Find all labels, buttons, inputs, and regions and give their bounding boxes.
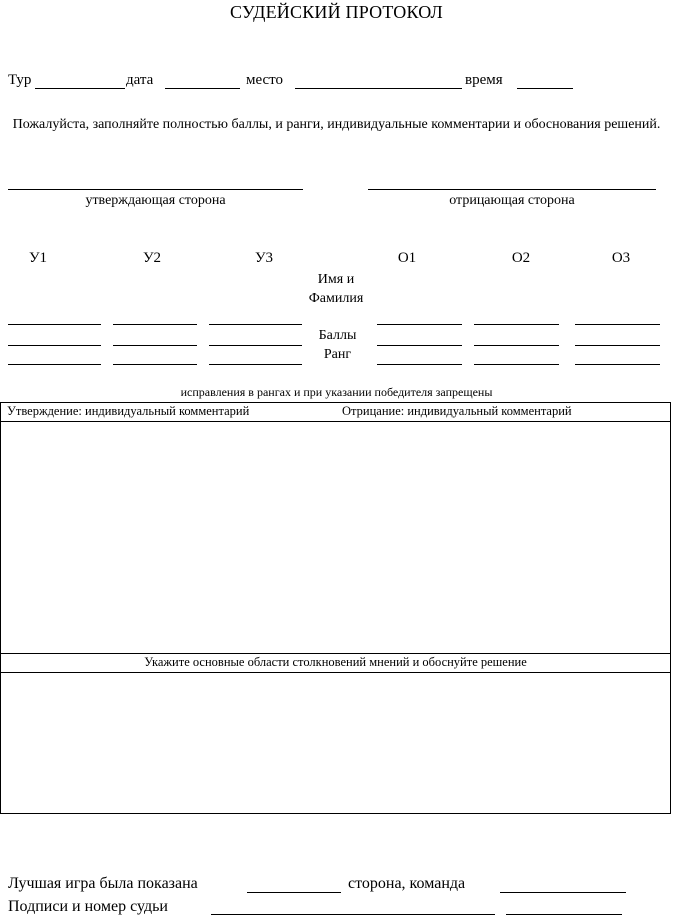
best-play-label: Лучшая игра была показана xyxy=(8,875,198,892)
date-field[interactable] xyxy=(165,88,240,89)
speaker-a3: У3 xyxy=(254,250,274,266)
rank-field-a2[interactable] xyxy=(113,364,197,365)
side-team-label: сторона, команда xyxy=(348,875,466,892)
affirmative-team-field[interactable] xyxy=(8,189,303,190)
points-field-n1[interactable] xyxy=(377,345,462,346)
best-play-side-field[interactable] xyxy=(247,892,341,893)
best-play-team-field[interactable] xyxy=(500,892,626,893)
points-field-a2[interactable] xyxy=(113,345,197,346)
rank-row-label: Ранг xyxy=(323,347,352,362)
negative-team-field[interactable] xyxy=(368,189,656,190)
speaker-n3: О3 xyxy=(611,250,631,266)
name-row-label: Имя и Фамилия xyxy=(308,272,364,306)
affirmative-side-label: утверждающая сторона xyxy=(85,193,226,208)
rank-field-a1[interactable] xyxy=(8,364,101,365)
decision-header: Укажите основные области столкновений мнений и обоснуйте решение xyxy=(1,654,670,673)
comments-header xyxy=(1,403,670,422)
speaker-n2: О2 xyxy=(511,250,531,266)
name-field-a1[interactable] xyxy=(8,324,101,325)
rank-field-n2[interactable] xyxy=(474,364,559,365)
place-label: место xyxy=(246,72,284,88)
name-field-n2[interactable] xyxy=(474,324,559,325)
comments-area[interactable] xyxy=(1,422,670,654)
name-field-a3[interactable] xyxy=(209,324,302,325)
date-label: дата xyxy=(126,72,154,88)
name-field-n3[interactable] xyxy=(575,324,660,325)
time-field[interactable] xyxy=(517,88,573,89)
time-label: время xyxy=(465,72,503,88)
points-row-label: Баллы xyxy=(318,328,357,343)
page-title: СУДЕЙСКИЙ ПРОТОКОЛ xyxy=(230,2,443,22)
points-field-n3[interactable] xyxy=(575,345,660,346)
points-field-n2[interactable] xyxy=(474,345,559,346)
comments-box xyxy=(0,402,671,654)
instructions-text: Пожалуйста, заполняйте полностью баллы, и ранги, индивидуальные комментарии и обоснования решений. xyxy=(12,117,661,132)
speaker-n1: О1 xyxy=(397,250,417,266)
signature-field[interactable] xyxy=(211,914,495,915)
place-field[interactable] xyxy=(295,88,462,89)
negative-side-label: отрицающая сторона xyxy=(449,193,575,208)
decision-box xyxy=(0,653,671,814)
negative-comment-label: Отрицание: индивидуальный комментарий xyxy=(342,404,572,418)
speaker-a2: У2 xyxy=(142,250,162,266)
signature-label: Подписи и номер судьи xyxy=(8,898,168,915)
judge-number-field[interactable] xyxy=(506,914,622,915)
rank-field-a3[interactable] xyxy=(209,364,302,365)
decision-area[interactable] xyxy=(1,673,670,814)
corrections-note: исправления в рангах и при указании победителя запрещены xyxy=(180,385,493,399)
points-field-a1[interactable] xyxy=(8,345,101,346)
name-field-a2[interactable] xyxy=(113,324,197,325)
affirmative-comment-label: Утверждение: индивидуальный комментарий xyxy=(7,404,250,418)
round-field[interactable] xyxy=(35,88,125,89)
rank-field-n1[interactable] xyxy=(377,364,462,365)
name-field-n1[interactable] xyxy=(377,324,462,325)
points-field-a3[interactable] xyxy=(209,345,302,346)
round-label: Тур xyxy=(8,72,32,88)
rank-field-n3[interactable] xyxy=(575,364,660,365)
speaker-a1: У1 xyxy=(28,250,48,266)
